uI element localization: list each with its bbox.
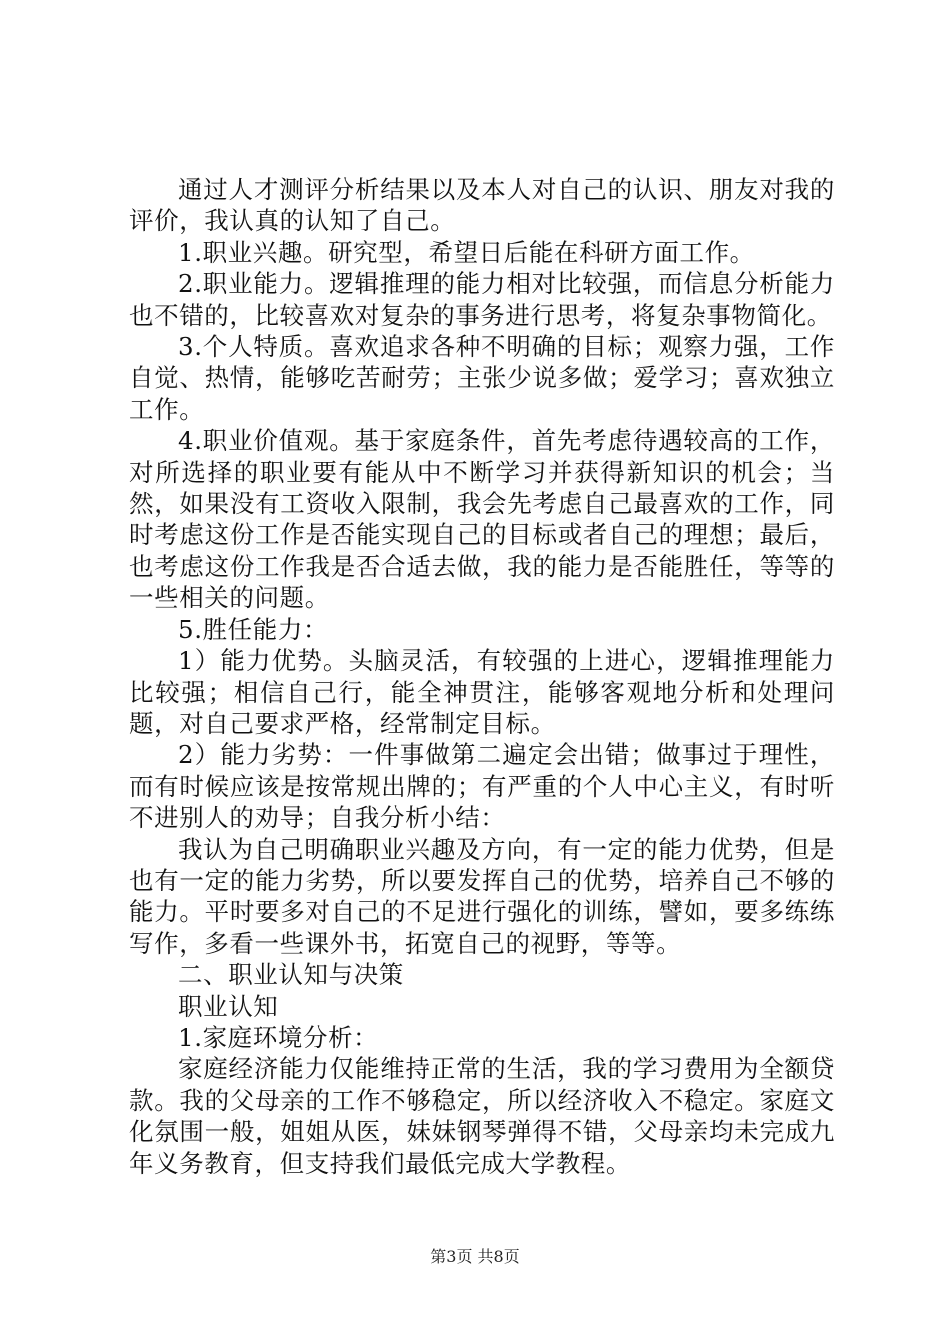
paragraph-self-summary: 我认为自己明确职业兴趣及方向，有一定的能力优势，但是也有一定的能力劣势，所以要发挥自己的优势，培养自己不够的能力。平时要多对自己的不足进行强化的训练，譬如，要多练练写作，多看一些课外书，拓宽自己的视野，等等。	[129, 834, 835, 958]
paragraph-family-environment: 家庭经济能力仅能维持正常的生活，我的学习费用为全额贷款。我的父母亲的工作不够稳定，所以经济收入不稳定。家庭文化氛围一般，姐姐从医，妹妹钢琴弹得不错，父母亲均未完成九年义务教育，但支持我们最低完成大学教程。	[129, 1054, 835, 1178]
page-number-footer: 第3页 共8页	[430, 1247, 520, 1266]
paragraph-intro: 通过人才测评分析结果以及本人对自己的认识、朋友对我的评价，我认真的认知了自己。	[129, 175, 835, 236]
section-heading-career-cognition: 二、职业认知与决策	[178, 960, 404, 990]
paragraph-personal-traits: 3.个人特质。喜欢追求各种不明确的目标；观察力强，工作自觉、热情，能够吃苦耐劳；主张少说多做；爱学习；喜欢独立工作。	[129, 332, 835, 424]
paragraph-weaknesses: 2）能力劣势：一件事做第二遍定会出错；做事过于理性，而有时候应该是按常规出牌的；有严重的个人中心主义，有时听不进别人的劝导；自我分析小结：	[129, 740, 835, 833]
paragraph-strengths: 1）能力优势。头脑灵活，有较强的上进心，逻辑推理能力比较强；相信自己行，能全神贯注，能够客观地分析和处理问题，对自己要求严格，经常制定目标。	[129, 646, 835, 738]
document-body	[129, 174, 835, 1179]
paragraph-career-values: 4.职业价值观。基于家庭条件，首先考虑待遇较高的工作，对所选择的职业要有能从中不断学习并获得新知识的机会；当然，如果没有工资收入限制，我会先考虑自己最喜欢的工作，同时考虑这份工作是否能实现自己的目标或者自己的理想；最后，也考虑这份工作我是否合适去做，我的能力是否能胜任，等等的一些相关的问题。	[129, 426, 835, 613]
paragraph-career-ability: 2.职业能力。逻辑推理的能力相对比较强，而信息分析能力也不错的，比较喜欢对复杂的事务进行思考，将复杂事物简化。	[129, 269, 835, 330]
paragraph-career-interest: 1.职业兴趣。研究型，希望日后能在科研方面工作。	[178, 237, 755, 267]
subheading-career-cognition: 职业认知	[178, 991, 279, 1021]
subheading-family-analysis: 1.家庭环境分析：	[178, 1022, 379, 1052]
paragraph-competence-heading: 5.胜任能力：	[178, 614, 329, 644]
